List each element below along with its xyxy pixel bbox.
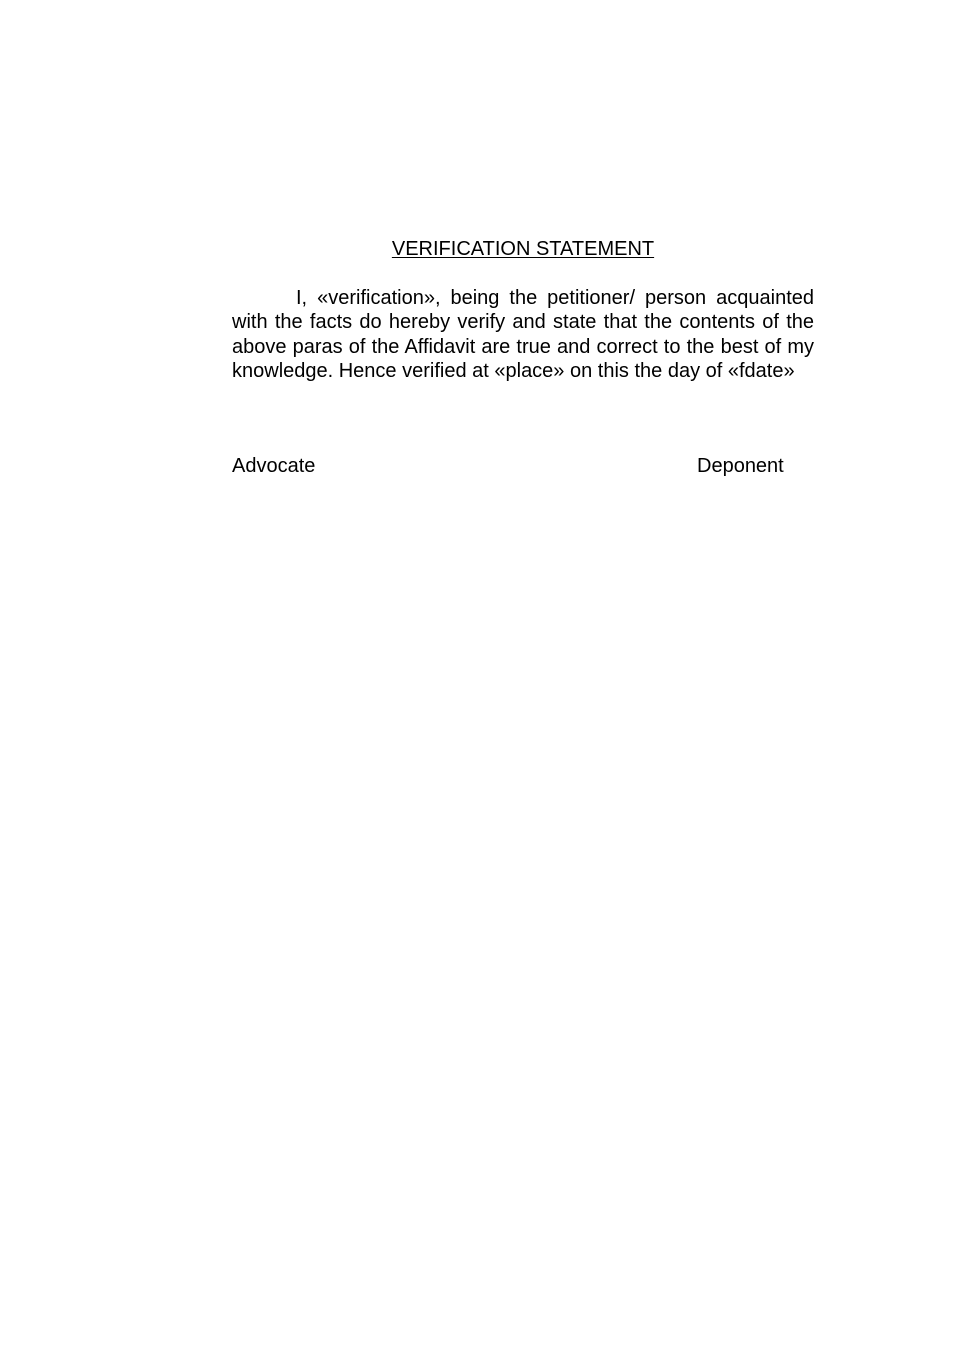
document-title: VERIFICATION STATEMENT — [391, 238, 655, 260]
deponent-signature-label: Deponent — [697, 455, 784, 477]
verification-paragraph: I, «verification», being the petitioner/ person acquainted with the facts do hereby verify and state that the contents of the above paras of the Affidavit are true and correct to the best of my knowledge. Hence verified at «place» on this the day of «fdate» — [232, 287, 814, 382]
advocate-signature-label: Advocate — [232, 455, 316, 477]
